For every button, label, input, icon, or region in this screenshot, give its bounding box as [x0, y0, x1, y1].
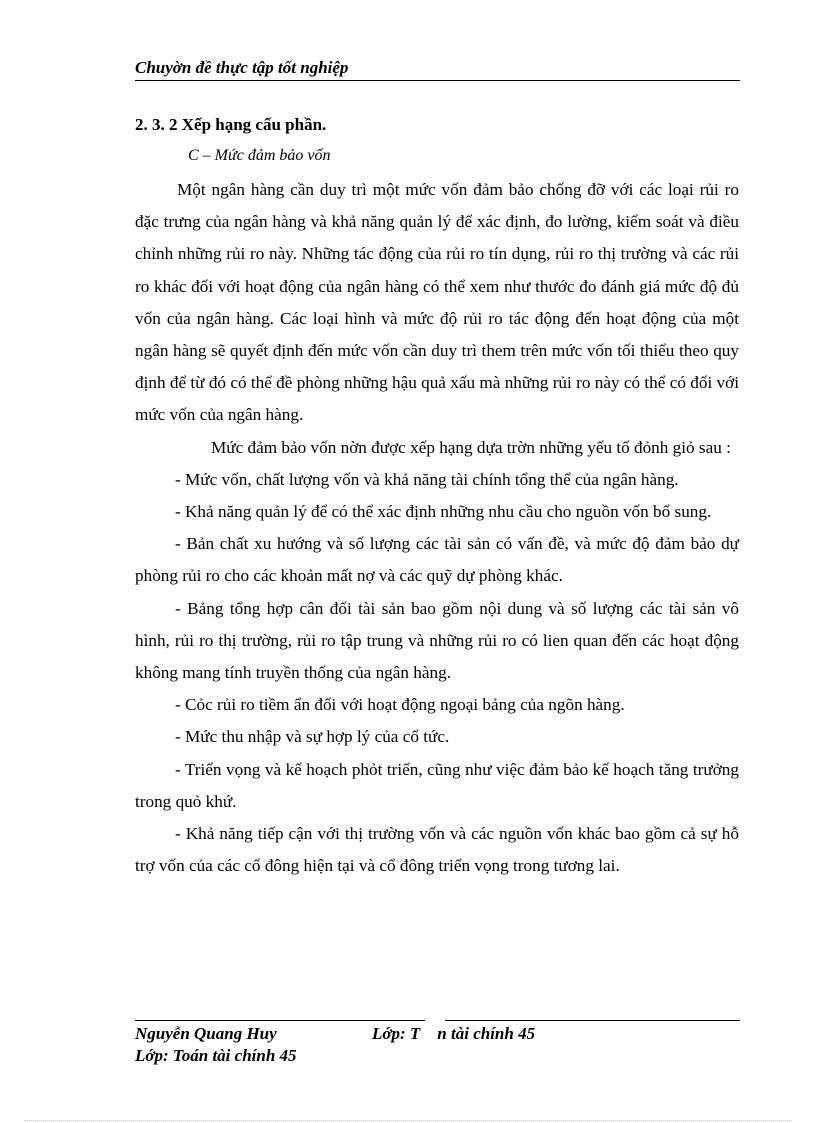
- list-item: - Khả năng quản lý để có thể xác định những nhu cầu cho nguồn vốn bổ sung.: [175, 502, 712, 522]
- list-item: - Mức vốn, chất lượng vốn và khả năng tài chính tổng thể của ngân hàng.: [175, 469, 679, 489]
- footer-author: Nguyễn Quang Huy: [135, 1024, 277, 1043]
- footer-class-right: Lớp: T n tài chính 45: [372, 1024, 536, 1043]
- footer-class-left: Lớp: Toán tài chính 45: [135, 1046, 297, 1065]
- document-body: [135, 174, 739, 882]
- list-item: - Bản chất xu hướng và số lượng các tài sản có vấn đề, và mức độ đảm bảo dự phòng rủi ro cho các khoản mất nợ và các quỹ dự phòng khác.: [135, 534, 739, 586]
- list-item: - Bảng tổng hợp cân đối tài sản bao gồm nội dung và số lượng các tài sản vô hình, rủi ro thị trường, rủi ro tập trung và những rủi ro có lien quan đến các hoạt động không mang tính truyền thống của ngân hàng.: [135, 598, 739, 683]
- header-divider: [135, 80, 740, 81]
- footer-divider-right: [445, 1020, 740, 1021]
- list-item: - Khả năng tiếp cận với thị trường vốn và các nguồn vốn khác bao gồm cả sự hỗ trợ vốn của các cổ đông hiện tại và cổ đông triển vọng trong tương lai.: [135, 824, 739, 876]
- footer-divider-left: [135, 1020, 425, 1021]
- section-subheading: C – Mức đảm bảo vốn: [188, 147, 331, 164]
- header-title: Chuyờn đề thực tập tốt nghiệp: [135, 58, 349, 77]
- list-item: - Triển vọng và kế hoạch phỏt triển, cũng như việc đảm bảo kế hoạch tăng trưởng trong quỏ khứ.: [135, 759, 739, 811]
- paragraph: Mức đảm bảo vốn nờn được xếp hạng dựa trờn những yếu tố đỏnh giỏ sau :: [211, 437, 731, 457]
- page-bottom-edge: [24, 1120, 792, 1121]
- list-item: - Cỏc rủi ro tiềm ẩn đối với hoạt động ngoại bảng của ngõn hàng.: [175, 695, 625, 715]
- list-item: - Mức thu nhập và sự hợp lý của cổ tức.: [175, 727, 450, 747]
- paragraph: Một ngân hàng cần duy trì một mức vốn đảm bảo chống đỡ với các loại rủi ro đặc trưng của ngân hàng và khả năng quản lý để xác định, đo lường, kiểm soát và điều chỉnh những rủi ro này. Những tác động của rủi ro tín dụng, rủi ro thị trường và các rủi ro khác đối với hoạt động của ngân hàng có thể xem như thước đo đánh giá mức độ đủ vốn của ngân hàng. Các loại hình và mức độ rủi ro tác động đến hoạt động của một ngân hàng sẽ quyết định đến mức vốn cần duy trì them trên mức vốn tối thiểu theo quy định để từ đó có thể đề phòng những hậu quả xấu mà những rủi ro này có thể có đối với mức vốn của ngân hàng.: [135, 180, 739, 425]
- section-heading: 2. 3. 2 Xếp hạng cấu phần.: [135, 115, 327, 134]
